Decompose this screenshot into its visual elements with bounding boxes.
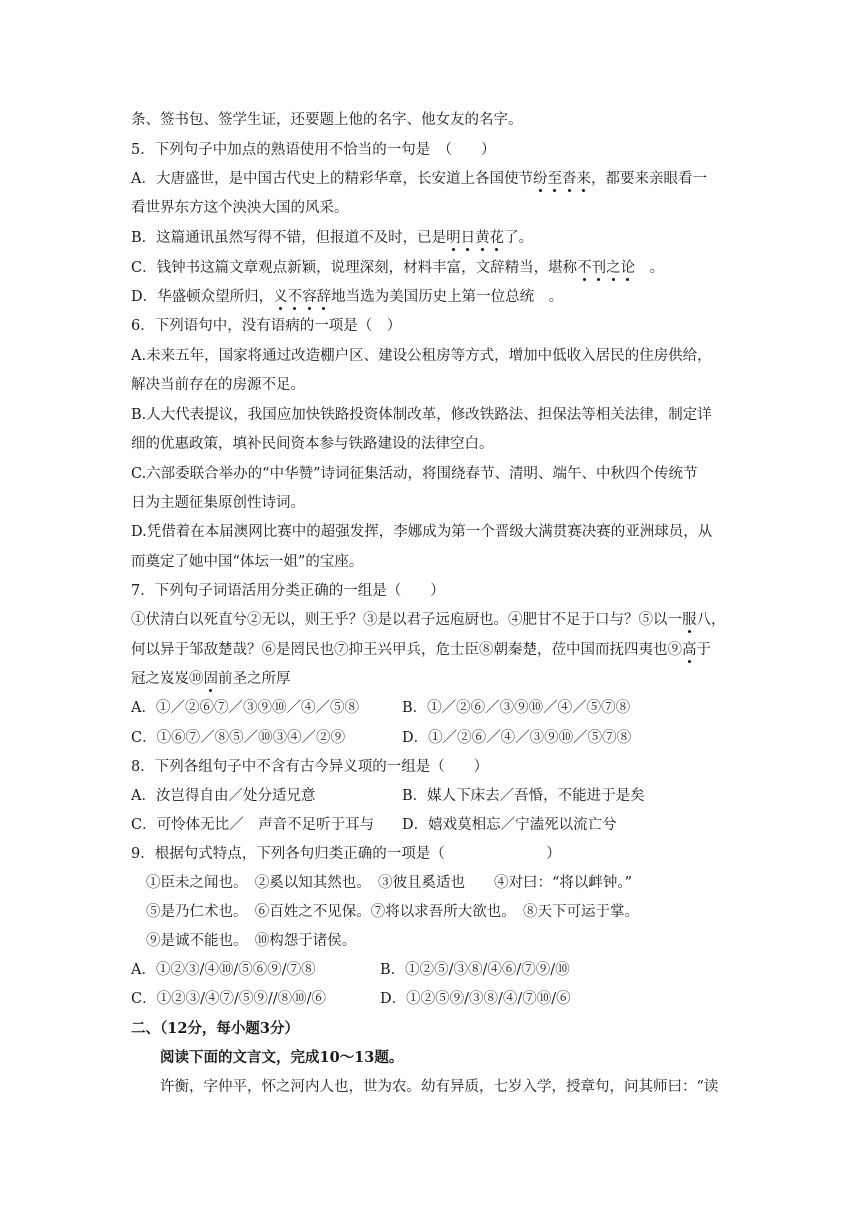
question-9-option-a: A．①②③/④⑩/⑤⑥⑨/⑦⑧ bbox=[131, 962, 316, 978]
emphasis-dot-char: 沓 bbox=[561, 171, 577, 187]
text-line: ⑤是乃仁术也。 ⑥百姓之不见保。⑦将以求吾所大欲也。 ⑧天下可运于掌。 bbox=[146, 904, 639, 920]
question-7-option-b: B．①／②⑥／③⑨⑩／④／⑤⑦⑧ bbox=[402, 700, 631, 716]
reading-instruction: 阅读下面的文言文，完成10～13题。 bbox=[160, 1049, 404, 1066]
question-5-option-b: B．这篇通讯虽然写得不错，但报道不及时，已是明日黄花了。 bbox=[131, 230, 534, 246]
question-9-sentences: ①臣未之闻也。 ②奚以知其然也。 ③彼且奚适也 ④对曰：“将以衅钟。” bbox=[146, 875, 633, 891]
question-6-option-d: D.凭借着在本届澳网比赛中的超强发挥，李娜成为第一个晋级大满贯赛决赛的亚洲球员，从 bbox=[131, 524, 713, 540]
emphasis-dot-char: 之 bbox=[606, 260, 621, 276]
text-line: 日为主题征集原创性诗词。 bbox=[131, 495, 305, 511]
emphasis-dot-char: 不 bbox=[287, 289, 303, 305]
question-9-option-c: C．①②③/④⑦/⑤⑨//⑧⑩/⑥ bbox=[131, 991, 327, 1007]
emphasis-dot-char: 来 bbox=[576, 171, 591, 187]
question-7-option-d: D．①／②⑥／④／③⑨⑩／⑤⑦⑧ bbox=[402, 730, 632, 746]
emphasis-dot-char: 纷 bbox=[532, 171, 548, 187]
emphasis-dot-char: 至 bbox=[547, 171, 562, 187]
emphasis-dot-char: 刊 bbox=[591, 260, 607, 276]
emphasis-dot-char: 义 bbox=[273, 289, 288, 305]
question-7-option-c: C．①⑥⑦／⑧⑤／⑩③④／②⑨ bbox=[131, 730, 346, 746]
text-line: 冠之岌岌⑩固前圣之所厚 bbox=[131, 671, 291, 687]
question-7-option-a: A．①／②⑥⑦／③⑨⑩／④／⑤⑧ bbox=[131, 700, 359, 716]
emphasis-dot-char: 黄 bbox=[475, 230, 490, 246]
question-8-option-c: C．可怜体无比／ 声音不足听于耳与 bbox=[131, 817, 375, 833]
text-line: 条、签书包、签学生证，还要题上他的名字、他女友的名字。 bbox=[131, 112, 523, 128]
emphasis-dot-char: 固 bbox=[203, 671, 218, 687]
emphasis-dot-char: 高 bbox=[682, 642, 697, 658]
question-6-option-a: A.未来五年，国家将通过改造棚户区、建设公租房等方式，增加中低收入居民的住房供给， bbox=[131, 348, 712, 364]
question-9-option-b: B．①②⑤/③⑧/④⑥/⑦⑨/⑩ bbox=[380, 962, 570, 978]
question-6-option-c: C.六部委联合举办的“中华赞”诗词征集活动，将围绕春节、清明、端午、中秋四个传统节 bbox=[131, 466, 698, 482]
text-line: 解决当前存在的房源不足。 bbox=[131, 377, 305, 393]
question-5-option-d: D．华盛顿众望所归，义不容辞地当选为美国历史上第一位总统 。 bbox=[131, 289, 564, 305]
question-9-option-d: D．①②⑤⑨/③⑧/④/⑦⑩/⑥ bbox=[380, 991, 571, 1007]
text-line: 看世界东方这个泱泱大国的风采。 bbox=[131, 200, 349, 216]
question-7-sentences: ①伏清白以死直兮②无以，则王乎？③是以君子远庖厨也。④肥甘不足于口与？⑤以一服八， bbox=[131, 612, 726, 628]
question-6-stem: 6．下列语句中，没有语病的一项是（ ） bbox=[131, 318, 402, 334]
question-8-stem: 8．下列各组句子中不含有古今异义项的一组是（ ） bbox=[131, 759, 489, 775]
emphasis-dot-char: 不 bbox=[577, 260, 592, 276]
text-line: 细的优惠政策，填补民间资本参与铁路建设的法律空白。 bbox=[131, 436, 494, 452]
question-7-stem: 7．下列句子词语活用分类正确的一组是（ ） bbox=[131, 583, 445, 599]
emphasis-dot-char: 容 bbox=[302, 289, 317, 305]
emphasis-dot-char: 日 bbox=[460, 230, 476, 246]
text-line: 何以异于邹敌楚哉？⑥是罔民也⑦抑王兴甲兵，危士臣⑧朝秦楚，莅中国而抚四夷也⑨高于 bbox=[131, 642, 711, 658]
passage-text: 许衡，字仲平，怀之河内人也，世为农。幼有异质，七岁入学，授章句，问其师曰：“读 bbox=[160, 1079, 719, 1095]
text-line: ⑨是诚不能也。 ⑩构怨于诸侯。 bbox=[146, 933, 357, 949]
emphasis-dot-char: 服 bbox=[682, 612, 697, 628]
emphasis-dot-char: 论 bbox=[620, 260, 636, 276]
question-8-option-a: A．汝岂得自由／处分适兄意 bbox=[131, 788, 316, 804]
question-5-stem: 5．下列句子中加点的熟语使用不恰当的一句是 （ ） bbox=[131, 142, 496, 158]
question-5-option-a: A．大唐盛世，是中国古代史上的精彩华章，长安道上各国使节纷至沓来，都要来亲眼看一 bbox=[131, 171, 707, 187]
question-6-option-b: B.人大代表提议，我国应加快铁路投资体制改革，修改铁路法、担保法等相关法律，制定详 bbox=[131, 407, 712, 423]
emphasis-dot-char: 辞 bbox=[316, 289, 332, 305]
section-heading: 二、（12分，每小题3分） bbox=[131, 1020, 300, 1037]
question-8-option-b: B．媒人下床去／吾惛，不能进于是矣 bbox=[402, 788, 645, 804]
text-line: 而奠定了她中国“体坛一姐”的宝座。 bbox=[131, 554, 364, 570]
question-5-option-c: C．钱钟书这篇文章观点新颖，说理深刻，材料丰富，文辞精当，堪称不刊之论 。 bbox=[131, 260, 665, 276]
question-8-option-d: D．嬉戏莫相忘／宁溘死以流亡兮 bbox=[402, 817, 617, 833]
emphasis-dot-char: 明 bbox=[446, 230, 461, 246]
question-9-stem: 9．根据句式特点，下列各句归类正确的一项是（ ） bbox=[131, 846, 561, 862]
emphasis-dot-char: 花 bbox=[489, 230, 505, 246]
